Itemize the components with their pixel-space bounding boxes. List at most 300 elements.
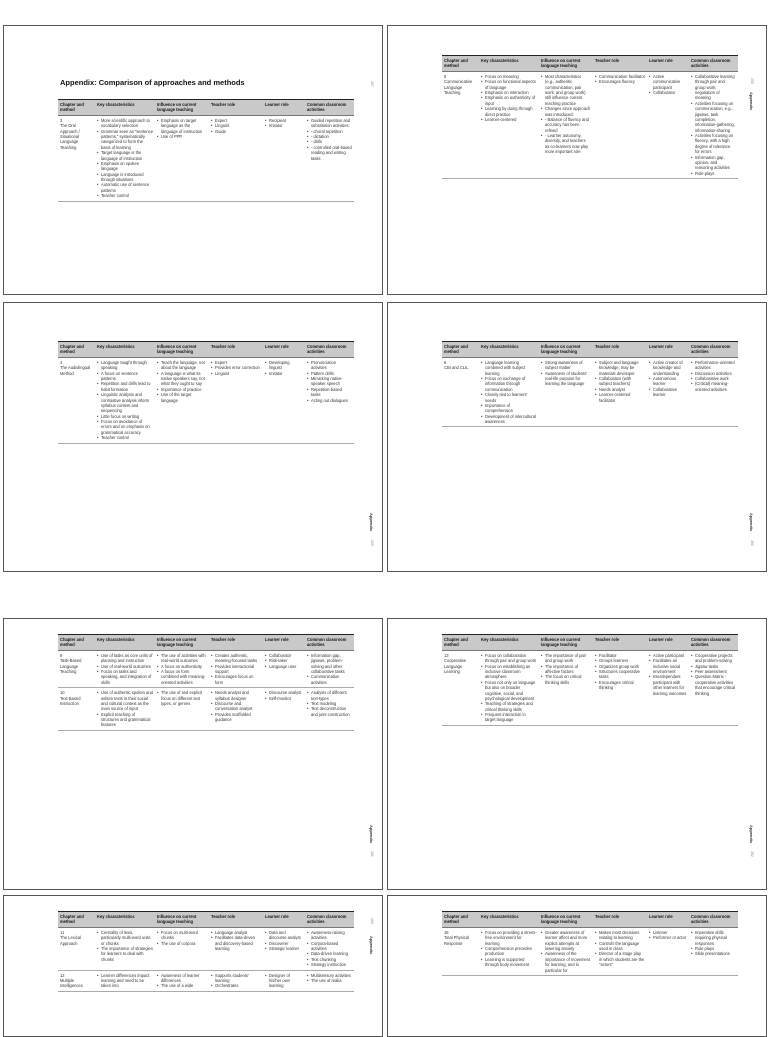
bullet-item: • Language analyst	[211, 930, 261, 935]
bullet-item: • Focus on exchange of information through communication	[481, 376, 537, 392]
table-body	[58, 650, 354, 730]
teacher-role-cell	[593, 927, 647, 975]
column-header: Chapter and method	[442, 342, 479, 358]
method-name: Task-Based Language Teaching	[60, 658, 82, 674]
bullet-item: • Expert	[211, 118, 261, 123]
bullet-item: • Text chunking	[307, 957, 352, 962]
bullet-item: • The focus on critical thinking skills	[541, 674, 591, 685]
column-header: Common classroom activities	[305, 912, 354, 928]
bullet-item: • Slide presentations	[691, 951, 736, 956]
bullet-list	[649, 360, 687, 398]
bullet-item: • Linguistic analysis and contrastive analysis inform syllabus content and sequencing	[97, 392, 153, 414]
bullet-item: • Provides interactional support	[211, 664, 261, 675]
bullet-item: • Question Matrix - cooperative activities that encourage critical thinking	[691, 674, 736, 696]
bullet-item: • Learner-centered facilitator	[595, 392, 645, 403]
bullet-item: • Strategic learner	[265, 946, 303, 951]
method-name: The Oral Approach / Situational Language Teaching	[60, 123, 80, 150]
bullet-item: • Active participant	[649, 653, 687, 658]
bullet-list	[265, 360, 303, 376]
bullet-item: • Performance-oriented activities	[691, 360, 736, 371]
chapter-number: 5	[444, 73, 447, 79]
chapter-number: 4	[60, 359, 63, 365]
chapter-cell	[58, 970, 95, 991]
column-header: Teacher role	[209, 100, 263, 116]
bullet-list	[157, 690, 207, 706]
bullet-list	[97, 690, 153, 728]
bullet-item: • Focus on establishing an inclusive classroom atmosphere	[481, 664, 537, 680]
bullet-list	[595, 653, 645, 691]
comparison-table	[442, 911, 738, 976]
teacher-role-cell	[593, 357, 647, 427]
column-header: Key characteristics	[479, 635, 539, 651]
bullet-item: • Teach the language, not about the language	[157, 360, 207, 371]
bullet-item: • Comprehension precedes production	[481, 946, 537, 957]
bullet-item: • Encourages critical thinking	[595, 680, 645, 691]
teacher-role-cell	[209, 970, 263, 991]
bullet-item: • Text modeling	[307, 701, 352, 706]
header-row	[442, 912, 738, 928]
bullet-list	[157, 360, 207, 403]
activities-cell	[305, 115, 354, 201]
bullet-list	[307, 690, 352, 717]
method-name: Total Physical Response	[444, 935, 470, 946]
bullet-item: • Provides scaffolded guidance	[211, 712, 261, 723]
bullet-item: • Use of the target language	[157, 392, 207, 403]
bullet-item: • Teacher control	[97, 435, 153, 440]
column-header: Key characteristics	[479, 342, 539, 358]
column-header: Key characteristics	[479, 912, 539, 928]
comparison-table	[58, 911, 354, 992]
table-row	[58, 688, 354, 731]
bullet-list	[157, 118, 207, 140]
bullet-list	[307, 360, 352, 403]
bullet-item: • Information gap, jigsaws, problem-solving and other collaborative tasks	[307, 653, 352, 675]
bullet-item: • Encourages focus on form	[211, 674, 261, 685]
key-characteristics-cell	[95, 650, 155, 687]
bullet-item: • Collaborator (with subject teachers)	[595, 376, 645, 387]
bullet-item: • Frequent interaction in target language	[481, 712, 537, 723]
bullet-list	[157, 973, 207, 989]
bullet-item: • Strong awareness of subject matter	[541, 360, 591, 371]
bullet-item: • Focus on functional aspects of language	[481, 79, 537, 90]
chapter-number: 11	[60, 929, 65, 935]
bullet-item: • Listener	[649, 930, 687, 935]
running-header: Appendix	[369, 513, 374, 532]
influence-cell	[155, 970, 209, 991]
bullet-list	[541, 930, 591, 973]
bullet-item: • Target language is the language of instruction	[97, 150, 153, 161]
key-characteristics-cell	[479, 71, 539, 178]
running-header: Appendix	[369, 825, 374, 844]
bullet-item: • Focus on providing a stress-free environment for learning	[481, 930, 537, 946]
bullet-item: • Collaborative work	[691, 376, 736, 381]
bullet-item: • Needs analyst	[595, 387, 645, 392]
column-header: Key characteristics	[95, 100, 155, 116]
teacher-role-cell	[209, 927, 263, 970]
bullet-list	[211, 118, 261, 134]
bullet-list	[541, 653, 591, 685]
table-row	[58, 927, 354, 970]
key-characteristics-cell	[95, 970, 155, 991]
learner-role-cell	[647, 357, 689, 427]
bullet-list	[649, 653, 687, 696]
column-header: Influence on current language teaching	[155, 100, 209, 116]
influence-cell	[155, 357, 209, 443]
bullet-item: • Pronunciation activities	[307, 360, 352, 371]
bullet-item: • Centrality of lexis, particularly multi-word units or chunks	[97, 930, 153, 946]
bullet-list	[595, 74, 645, 85]
column-header: Influence on current language teaching	[539, 342, 593, 358]
bullet-item: • Automatic use of sentence patterns	[97, 182, 153, 193]
method-name: The Lexical Approach	[60, 935, 81, 946]
header-row	[442, 56, 738, 72]
activities-cell	[689, 927, 738, 975]
book-page-6	[387, 618, 767, 890]
table-row	[58, 115, 354, 201]
learner-role-cell	[263, 688, 305, 731]
column-header: Common classroom activities	[689, 635, 738, 651]
bullet-list	[265, 930, 303, 952]
bullet-item: • Communication facilitator	[595, 74, 645, 79]
chapter-cell	[58, 357, 95, 443]
bullet-item: • Peer assessment	[691, 669, 736, 674]
bullet-item: • Discussion activities	[691, 371, 736, 376]
bullet-item: • Use of tasks as core units of planning and instruction	[97, 653, 153, 664]
bullet-item: • Cooperative projects and problem-solving	[691, 653, 736, 664]
bullet-item: • The importance of strategies for learners to deal with chunks	[97, 946, 153, 962]
bullet-list	[691, 74, 736, 176]
column-header: Chapter and method	[58, 342, 95, 358]
bullet-list	[481, 653, 537, 723]
activities-cell	[689, 357, 738, 427]
bullet-item: • Jigsaw tasks	[691, 664, 736, 669]
column-header: Learner role	[263, 100, 305, 116]
bullet-item: • Teaching of strategies and critical thinking skills	[481, 701, 537, 712]
column-header: Common classroom activities	[305, 635, 354, 651]
bullet-item: • More scientific approach to vocabulary selection	[97, 118, 153, 129]
header-row	[58, 635, 354, 651]
bullet-item: • A focus on form combined with meaning-oriented activities	[157, 669, 207, 685]
bullet-item: • - Learner autonomy, diversity, and teachers as co-learners now play more important role	[541, 133, 591, 155]
bullet-item: • Provides error correction	[211, 365, 261, 370]
page-number: 257	[370, 81, 374, 87]
chapter-cell	[58, 927, 95, 970]
column-header: Chapter and method	[58, 635, 95, 651]
bullet-list	[649, 930, 687, 941]
bullet-item: • Multisensory activities	[307, 973, 352, 978]
table-header	[442, 635, 738, 651]
bullet-item: • (Critical) meaning-oriented activities	[691, 381, 736, 392]
chapter-number: 15	[444, 929, 449, 935]
bullet-item: • Corpora-based activities	[307, 941, 352, 952]
bullet-item: • Guide	[211, 129, 261, 134]
column-header: Common classroom activities	[689, 912, 738, 928]
teacher-role-cell	[209, 650, 263, 687]
bullet-item: • Use of PPP	[157, 134, 207, 139]
bullet-item: • Expert	[211, 360, 261, 365]
bullet-item: • The importance of affective factors	[541, 664, 591, 675]
column-header: Teacher role	[593, 56, 647, 72]
learner-role-cell	[263, 650, 305, 687]
book-page-3	[3, 302, 383, 572]
bullet-list	[211, 973, 261, 989]
header-row	[58, 342, 354, 358]
page-number: 263	[370, 918, 374, 924]
bullet-item: • The use of and explicit focus on different text types, or genres	[157, 690, 207, 706]
table-body	[442, 71, 738, 178]
influence-cell	[155, 688, 209, 731]
influence-cell	[539, 71, 593, 178]
bullet-list	[481, 930, 537, 968]
bullet-item: • Learner differences impact learning and need to be taken into	[97, 973, 153, 989]
bullet-item: • Grammar seen as "sentence patterns," systematically categorized to form the basis of learning	[97, 129, 153, 151]
bullet-item: • Role plays	[691, 946, 736, 951]
bullet-item: • Focus on avoidance of errors and on emphasis on grammatical accuracy	[97, 419, 153, 435]
column-header: Influence on current language teaching	[155, 342, 209, 358]
bullet-list	[307, 930, 352, 968]
comparison-table	[442, 55, 738, 179]
activities-cell	[305, 970, 354, 991]
bullet-list	[541, 360, 591, 387]
bullet-item: • Performer or actor	[649, 935, 687, 940]
bullet-item: • Makes most decisions relating to learning	[595, 930, 645, 941]
bullet-item: • Repetition and drills lead to habit formation	[97, 381, 153, 392]
column-header: Common classroom activities	[305, 342, 354, 358]
column-header: Common classroom activities	[689, 56, 738, 72]
bullet-item: • Creates authentic, meaning-focused tasks	[211, 653, 261, 664]
chapter-number: 9	[60, 652, 63, 658]
bullet-item: • Collaborator	[649, 90, 687, 95]
column-header: Chapter and method	[442, 912, 479, 928]
bullet-list	[97, 653, 153, 685]
column-header: Key characteristics	[95, 635, 155, 651]
bullet-item: • Emphasis on target language as the language of instruction	[157, 118, 207, 134]
influence-cell	[155, 927, 209, 970]
bullet-item: • - choral repetition	[307, 129, 352, 134]
bullet-item: • Awareness of learner differences	[157, 973, 207, 984]
key-characteristics-cell	[479, 650, 539, 725]
column-header: Teacher role	[209, 635, 263, 651]
teacher-role-cell	[593, 71, 647, 178]
column-header: Common classroom activities	[305, 100, 354, 116]
bullet-item: • Text deconstruction and joint construction	[307, 706, 352, 717]
bullet-list	[265, 653, 303, 669]
chapter-cell	[58, 688, 95, 731]
bullet-list	[265, 690, 303, 701]
bullet-item: • Awareness of the importance of movement for learning, and in particular for	[541, 951, 591, 973]
table-body	[442, 927, 738, 975]
book-page-8	[387, 895, 767, 1037]
bullet-item: • Focus not only on language but also on broader cognitive, social, and psychological development	[481, 680, 537, 702]
bullet-item: • Explicit teaching of structures and grammatical features	[97, 712, 153, 728]
bullet-item: • The use of corpora	[157, 941, 207, 946]
bullet-item: • Communication activities	[307, 674, 352, 685]
bullet-list	[481, 74, 537, 123]
method-name: Cooperative Language Learning	[444, 658, 467, 674]
method-name: Text-Based Instruction	[60, 695, 81, 706]
bullet-item: • - dictation	[307, 134, 352, 139]
bullet-item: • Data and discourse analyst	[265, 930, 303, 941]
bullet-item: • Director of a stage play in which students are the "actors"	[595, 951, 645, 967]
table-row	[442, 927, 738, 975]
bullet-list	[691, 930, 736, 957]
activities-cell	[305, 650, 354, 687]
bullet-list	[97, 973, 153, 989]
bullet-item: • Encourages fluency	[595, 79, 645, 84]
bullet-list	[691, 653, 736, 696]
bullet-item: • Repetition-based tasks	[307, 387, 352, 398]
book-page-2	[387, 25, 767, 295]
bullet-item: • Discourse and conversation analyst	[211, 701, 261, 712]
bullet-item: • Collaborator	[265, 653, 303, 658]
learner-role-cell	[263, 970, 305, 991]
method-name: Multiple Intelligences	[60, 977, 83, 989]
bullet-item: • - Balance of fluency and accuracy has been refined	[541, 117, 591, 133]
column-header: Chapter and method	[58, 100, 95, 116]
column-header: Influence on current language teaching	[539, 56, 593, 72]
bullet-item: • Facilitates an inclusive social environment	[649, 658, 687, 674]
column-header: Chapter and method	[442, 56, 479, 72]
bullet-item: • Imperative drills requiring physical responses	[691, 930, 736, 946]
bullet-item: • The importance of pair and group work	[541, 653, 591, 664]
chapter-cell	[58, 650, 95, 687]
bullet-item: • Awareness-raising activities	[307, 930, 352, 941]
bullet-list	[541, 74, 591, 155]
key-characteristics-cell	[95, 115, 155, 201]
activities-cell	[305, 688, 354, 731]
table-row	[58, 970, 354, 991]
comparison-table	[58, 341, 354, 444]
bullet-item: • Groups learners	[595, 658, 645, 663]
table-header	[58, 912, 354, 928]
bullet-item: • Learning is supported through body movement	[481, 957, 537, 968]
column-header: Key characteristics	[479, 56, 539, 72]
bullet-item: • Awareness of students' real-life purpose for learning the language	[541, 371, 591, 387]
bullet-item: • Designer of his/her own learning	[265, 973, 303, 989]
bullet-item: • Focus on meaning	[481, 74, 537, 79]
bullet-list	[649, 74, 687, 96]
bullet-item: • Little focus on writing	[97, 414, 153, 419]
bullet-item: • Focus on collaboration through pair and group work	[481, 653, 537, 664]
influence-cell	[155, 115, 209, 201]
bullet-item: • Emphasis on interaction	[481, 90, 537, 95]
table-body	[442, 650, 738, 725]
bullet-item: • Pattern drills	[307, 371, 352, 376]
bullet-item: • Language learning combined with subject learning	[481, 360, 537, 376]
page-number: 260	[750, 540, 754, 546]
learner-role-cell	[647, 927, 689, 975]
table-header	[58, 342, 354, 358]
chapter-cell	[442, 927, 479, 975]
bullet-list	[265, 973, 303, 989]
bullet-item: • Development of intercultural awareness	[481, 414, 537, 425]
column-header: Key characteristics	[95, 342, 155, 358]
comparison-table	[58, 99, 354, 202]
table-body	[58, 115, 354, 201]
bullet-item: • Focus on tasks and speaking, and integration of skills	[97, 669, 153, 685]
bullet-list	[595, 360, 645, 403]
table-header	[58, 635, 354, 651]
teacher-role-cell	[209, 688, 263, 731]
chapter-cell	[442, 71, 479, 178]
column-header: Common classroom activities	[689, 342, 738, 358]
table-row	[442, 357, 738, 427]
bullet-list	[211, 690, 261, 722]
column-header: Chapter and method	[442, 635, 479, 651]
bullet-item: • Controls the language used in class	[595, 941, 645, 952]
bullet-item: • Language is introduced through situations	[97, 172, 153, 183]
comparison-table	[442, 341, 738, 427]
bullet-item: • Importance of practice	[157, 387, 207, 392]
bullet-item: • Data-driven learning	[307, 951, 352, 956]
table-header	[58, 100, 354, 116]
bullet-item: • Linguist	[211, 371, 261, 376]
bullet-item: • Autonomous learner	[649, 376, 687, 387]
bullet-item: • Activities focusing on communication, e.g., jigsaws, task completion, information-gathering, information-sharing	[691, 101, 736, 133]
bullet-item: • Changes since approach was introduced:	[541, 106, 591, 117]
table-header	[442, 342, 738, 358]
bullet-item: • Emphasis on spoken language	[97, 161, 153, 172]
chapter-number: 12	[60, 972, 65, 978]
column-header: Influence on current language teaching	[155, 912, 209, 928]
bullet-item: • Organizes group work	[595, 664, 645, 669]
bullet-item: • Collaborative learning through pair and group work; negotiation of meaning	[691, 74, 736, 101]
method-name: Communicative Language Teaching	[444, 79, 473, 95]
bullet-item: • Active communicative participant	[649, 74, 687, 90]
running-header: Appendix	[749, 513, 754, 532]
bullet-list	[307, 653, 352, 685]
book-page-7	[3, 895, 383, 1037]
bullet-item: • Linguist	[211, 123, 261, 128]
column-header: Teacher role	[209, 912, 263, 928]
key-characteristics-cell	[479, 357, 539, 427]
bullet-item: • Analysis of different text-types	[307, 690, 352, 701]
table-header	[442, 56, 738, 72]
bullet-list	[595, 930, 645, 968]
header-row	[58, 100, 354, 116]
bullet-list	[265, 118, 303, 129]
teacher-role-cell	[209, 357, 263, 443]
key-characteristics-cell	[95, 357, 155, 443]
table-row	[442, 71, 738, 178]
bullet-item: • A focus on authenticity	[157, 664, 207, 669]
bullet-list	[691, 360, 736, 392]
bullet-item: • Acting out dialogues	[307, 398, 352, 403]
table-body	[58, 357, 354, 443]
bullet-item: • Supports students' learning	[211, 973, 261, 984]
bullet-item: • Importance of comprehension	[481, 403, 537, 414]
bullet-item: • Facilitator	[595, 653, 645, 658]
teacher-role-cell	[209, 115, 263, 201]
chapter-cell	[58, 115, 95, 201]
bullet-item: • Imitator	[265, 123, 303, 128]
bullet-item: • - drills	[307, 139, 352, 144]
method-name: The Audiolingual Method	[60, 365, 91, 376]
bullet-item: • The use of realia	[307, 978, 352, 983]
bullet-item: • Discoverer	[265, 941, 303, 946]
bullet-list	[211, 360, 261, 376]
bullet-item: • The use of a wide	[157, 983, 207, 988]
comparison-table	[442, 634, 738, 726]
influence-cell	[539, 357, 593, 427]
chapter-cell	[442, 650, 479, 725]
learner-role-cell	[263, 115, 305, 201]
bullet-item: • Emphasis on authenticity of input	[481, 95, 537, 106]
chapter-number: 6	[444, 359, 447, 365]
bullet-item: • A language is what its native speakers say, not what they ought to say	[157, 371, 207, 387]
header-row	[442, 635, 738, 651]
column-header: Learner role	[647, 635, 689, 651]
